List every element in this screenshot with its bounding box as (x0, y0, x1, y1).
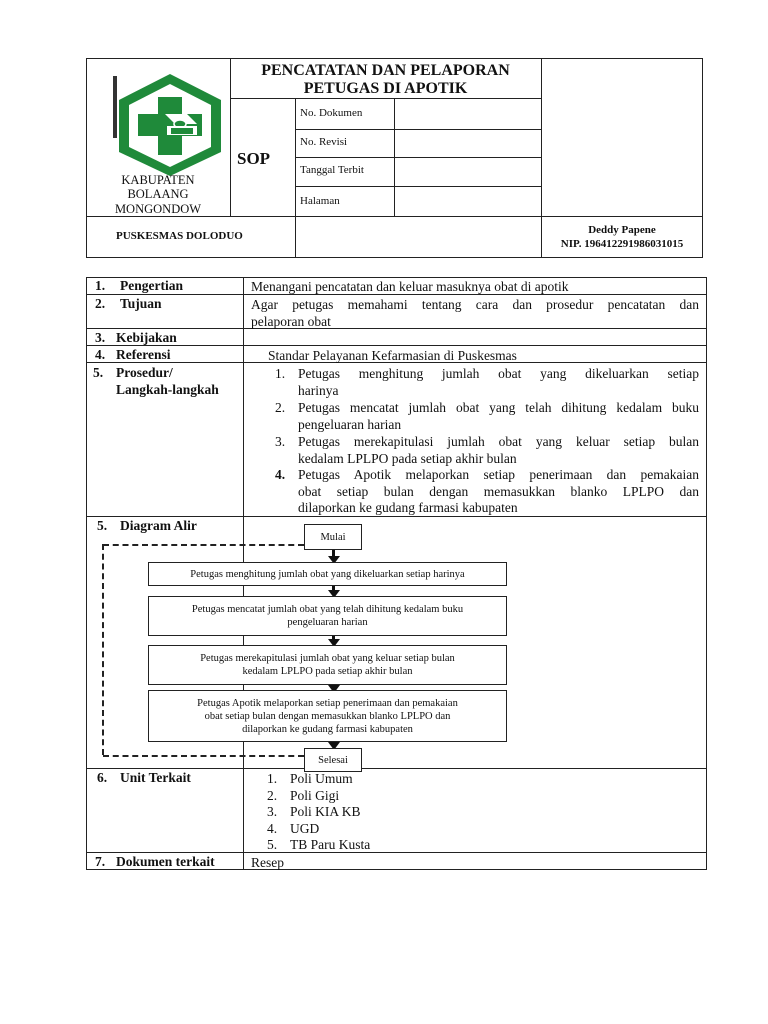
flow-start-label: Mulai (320, 531, 346, 543)
unit-1-label: Poli Umum (290, 771, 353, 786)
section-2-text-line-2: pelaporan obat (251, 314, 331, 329)
procedure-step-2-line-2: pengeluaran harian (298, 417, 402, 432)
section-2-text-line-1: Agar petugas memahami tentang cara dan prosedur pencatatan dan (251, 297, 699, 312)
flow-loop-top-line (103, 544, 304, 546)
unit-3-label: Poli KIA KB (290, 804, 361, 819)
unit-4-label: UGD (290, 821, 320, 836)
unit-5-number: 5. (267, 837, 278, 852)
section-6-number: 5. (97, 518, 108, 533)
procedure-step-2-number: 2. (275, 400, 286, 415)
flow-end-box (304, 748, 362, 772)
flow-step-1-label: Petugas menghitung jumlah obat yang dikeluarkan setiap harinya (190, 568, 465, 580)
procedure-step-3-number: 3. (275, 434, 286, 449)
row-line-5 (86, 516, 707, 517)
section-4-text: Standar Pelayanan Kefarmasian di Puskesmas (268, 348, 517, 363)
row-line-6 (86, 768, 707, 769)
flow-end-label: Selesai (318, 754, 348, 766)
flow-loop-bottom-line (103, 755, 304, 757)
procedure-step-4-line-2: obat setiap bulan dengan memasukkan blanko LPLPO dan (298, 484, 699, 499)
section-7-number: 6. (97, 770, 108, 785)
unit-4-number: 4. (267, 821, 278, 836)
procedure-step-4-line-3: dilaporkan ke gudang farmasi kabupaten (298, 500, 518, 515)
flow-step-3-box (148, 645, 507, 685)
unit-5-label: TB Paru Kusta (290, 837, 371, 852)
row-line-2 (86, 328, 707, 329)
procedure-step-1-line-1: Petugas menghitung jumlah obat yang dikeluarkan setiap (298, 366, 699, 381)
flow-step-4-label-line-2: obat setiap bulan dengan memasukkan blanko LPLPO dan (204, 710, 451, 722)
procedure-step-1-line-2: harinya (298, 383, 339, 398)
signer-nip: NIP. 196412291986031015 (560, 238, 684, 250)
procedure-step-4-number: 4. (275, 467, 286, 482)
section-6-label: Diagram Alir (120, 518, 197, 533)
flow-step-4-box (148, 690, 507, 742)
header-title-underline (230, 98, 541, 99)
field-row-line-2 (295, 157, 541, 158)
section-4-number: 4. (95, 347, 106, 362)
procedure-step-2-line-1: Petugas mencatat jumlah obat yang telah dihitung kedalam buku (298, 400, 699, 415)
puskesmas-name: PUSKESMAS DOLODUO (116, 230, 243, 242)
flow-loop-left-line (102, 544, 104, 755)
section-3-number: 3. (95, 330, 106, 345)
section-5-label-line-1: Prosedur/ (116, 365, 173, 380)
section-5-label-line-2: Langkah-langkah (116, 382, 219, 397)
section-1-number: 1. (95, 278, 106, 293)
unit-2-label: Poli Gigi (290, 788, 340, 803)
unit-3-number: 3. (267, 804, 278, 819)
kabupaten-label-3: MONGONDOW (114, 202, 202, 216)
section-5-number: 5. (93, 365, 104, 380)
signer-name: Deddy Papene (588, 224, 656, 236)
document-title-line-2: PETUGAS DI APOTIK (303, 80, 468, 97)
row-line-7 (86, 852, 707, 853)
flow-start-box (304, 524, 362, 550)
field-label-halaman: Halaman (300, 195, 340, 207)
flow-step-3-label-line-2: kedalam LPLPO pada setiap akhir bulan (242, 666, 413, 677)
section-3-label: Kebijakan (116, 330, 177, 345)
section-8-number: 7. (95, 854, 106, 869)
flow-step-2-label-line-1: Petugas mencatat jumlah obat yang telah dihitung kedalam buku (191, 604, 464, 615)
section-2-number: 2. (95, 296, 106, 311)
unit-2-number: 2. (267, 788, 278, 803)
procedure-step-1-number: 1. (275, 366, 286, 381)
section-1-text: Menangani pencatatan dan keluar masuknya obat di apotik (251, 279, 569, 294)
sop-divider (295, 98, 296, 258)
field-row-line-1 (295, 129, 541, 130)
unit-1-number: 1. (267, 771, 278, 786)
puskesmas-logo-icon (113, 72, 223, 178)
sop-label: SOP (237, 149, 271, 168)
procedure-step-3-line-2: kedalam LPLPO pada setiap akhir bulan (298, 451, 517, 466)
field-label-no-revisi: No. Revisi (300, 136, 348, 148)
section-2-label: Tujuan (120, 296, 162, 311)
field-label-tanggal-terbit: Tanggal Terbit (300, 164, 364, 176)
flow-step-2-label-line-2: pengeluaran harian (287, 617, 368, 628)
field-label-no-dokumen: No. Dokumen (300, 107, 363, 119)
section-4-label: Referensi (116, 347, 171, 362)
flow-step-3-label-line-1: Petugas merekapitulasi jumlah obat yang keluar setiap bulan (200, 653, 455, 664)
section-1-label: Pengertian (120, 278, 183, 293)
flow-step-1-box (148, 562, 507, 586)
kabupaten-label-2: BOLAANG (127, 187, 189, 201)
section-8-text: Resep (251, 855, 284, 870)
flow-step-2-box (148, 596, 507, 636)
field-row-line-3 (295, 186, 541, 187)
procedure-step-4-line-1: Petugas Apotik melaporkan setiap penerimaan dan pemakaian (298, 467, 699, 482)
flow-step-4-label-line-3: dilaporkan ke gudang farmasi kabupaten (242, 723, 413, 735)
document-title-line-1: PENCATATAN DAN PELAPORAN (261, 62, 510, 79)
kabupaten-label-1: KABUPATEN (121, 173, 195, 187)
section-8-label: Dokumen terkait (116, 854, 215, 869)
section-7-label: Unit Terkait (120, 770, 191, 785)
procedure-step-3-line-1: Petugas merekapitulasi jumlah obat yang keluar setiap bulan (298, 434, 699, 449)
row-line-3 (86, 345, 707, 346)
flow-step-4-label-line-1: Petugas Apotik melaporkan setiap penerimaan dan pemakaian (197, 697, 458, 709)
